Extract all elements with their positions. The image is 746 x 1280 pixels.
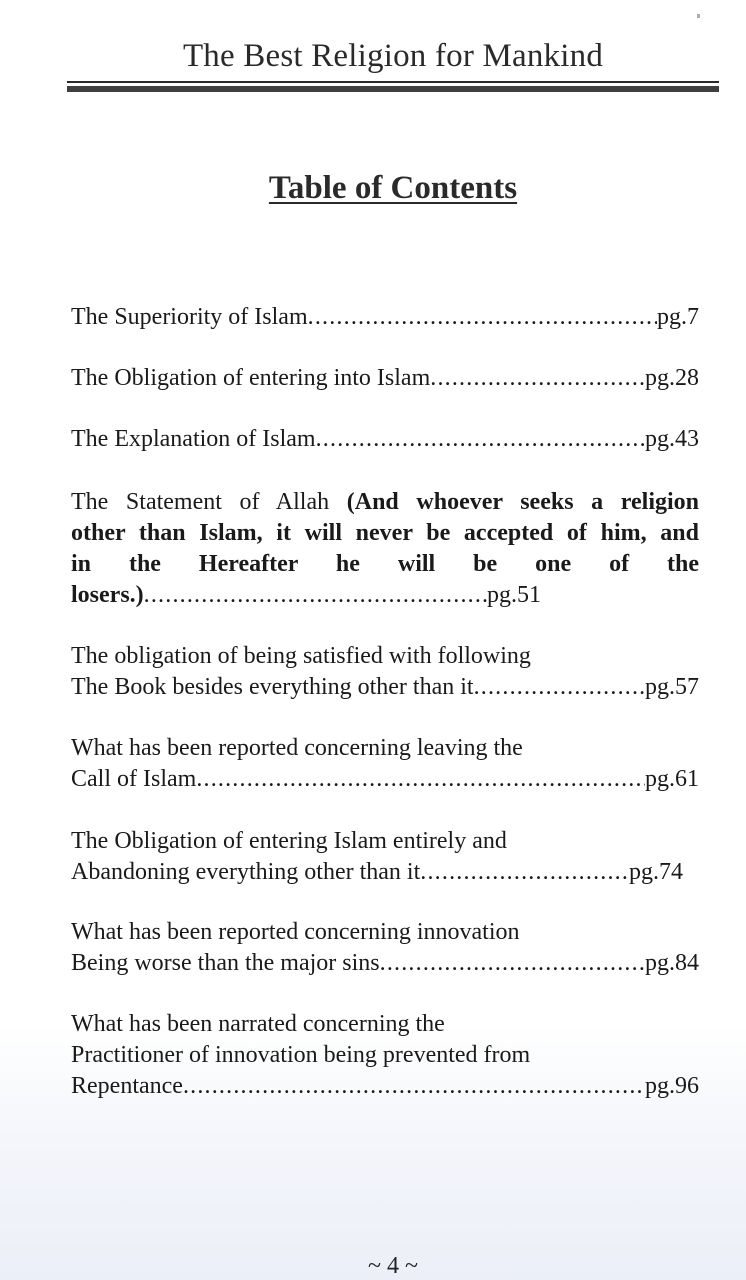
dot-leader (316, 424, 645, 455)
entry-page: pg.61 (645, 766, 699, 792)
dot-leader (430, 363, 645, 394)
toc-entry-obligation-entering[interactable] (71, 363, 699, 394)
entry-title-line: What has been reported concerning leaving the (71, 735, 523, 761)
entry-title-line: The Obligation of entering Islam entirely and (71, 828, 507, 854)
entry-quote-line: losers.) (71, 582, 144, 608)
entry-title: Abandoning everything other than it (71, 859, 421, 885)
toc-entry-statement-of-allah[interactable] (71, 487, 699, 611)
entry-page: pg.74 (629, 859, 683, 885)
entry-title: The Superiority of Islam (71, 304, 308, 330)
toc-title (0, 170, 746, 207)
entry-intro: The Statement of Allah (71, 489, 347, 515)
toc-entry-leaving-call[interactable] (71, 733, 699, 795)
toc-entry-explanation[interactable] (71, 424, 699, 455)
toc-entry-satisfied-book[interactable] (71, 641, 699, 703)
entry-quote-line: other than Islam, it will never be accepted of him, and (71, 520, 699, 546)
entry-title: The Obligation of entering into Islam (71, 365, 431, 391)
dot-leader (183, 1071, 645, 1102)
dot-leader (308, 302, 657, 333)
entry-page: pg.57 (645, 674, 699, 700)
entry-title-line: What has been reported concerning innovation (71, 919, 520, 945)
entry-page: pg.84 (645, 950, 699, 976)
toc-entry-innovation-worse[interactable] (71, 917, 699, 979)
dot-leader (196, 764, 645, 795)
entry-page: pg.51 (487, 582, 541, 608)
entry-page: pg.96 (645, 1073, 699, 1099)
entry-title-line: What has been narrated concerning the (71, 1011, 445, 1037)
toc-entry-entering-entirely[interactable] (71, 826, 699, 888)
entry-title-line: The obligation of being satisfied with following (71, 643, 531, 669)
entry-title: Repentance (71, 1073, 183, 1099)
entry-title-line: Practitioner of innovation being prevented from (71, 1042, 531, 1068)
running-head: The Best Religion for Mankind (182, 38, 604, 74)
entry-title: The Explanation of Islam (71, 426, 316, 452)
dot-leader (420, 857, 629, 888)
dot-leader (144, 580, 487, 611)
toc-entry-superiority[interactable] (71, 302, 699, 333)
entry-title: Being worse than the major sins (71, 950, 380, 976)
header-rule-thick (67, 86, 719, 92)
entry-quote-line: in the Hereafter he will be one of the (71, 551, 699, 577)
entry-page: pg.7 (657, 304, 699, 330)
header-rule-thin (67, 81, 719, 83)
toc-entry-repentance[interactable] (71, 1009, 699, 1102)
toc-title-text: Table of Contents (268, 170, 518, 206)
dot-leader (474, 672, 645, 703)
entry-title: The Book besides everything other than it (71, 674, 474, 700)
page-number: ~ 4 ~ (368, 1253, 418, 1279)
entry-title: Call of Islam (71, 766, 197, 792)
scan-speck (697, 14, 700, 18)
entry-page: pg.28 (645, 365, 699, 391)
entry-quote: (And whoever seeks a religion (346, 489, 699, 515)
entry-line (71, 487, 699, 518)
dot-leader (380, 948, 645, 979)
entry-page: pg.43 (645, 426, 699, 452)
